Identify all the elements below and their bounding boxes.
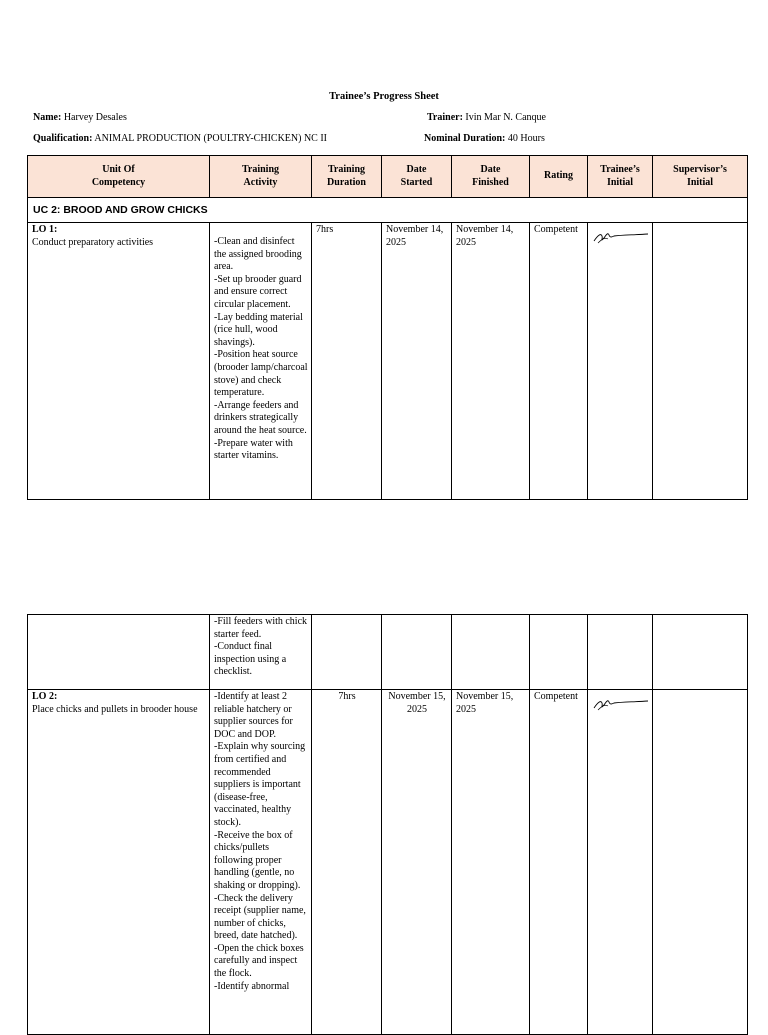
lo1-text: Conduct preparatory activities	[32, 236, 154, 248]
nominal-duration-line	[424, 133, 545, 146]
lo1-cont-date-finished	[452, 615, 530, 690]
lo2-date-started: November 15, 2025	[382, 690, 452, 1035]
col-header-date-started: Date Started	[382, 156, 452, 198]
lo1-cont-supervisor-initial	[653, 615, 748, 690]
unit-title: UC 2: BROOD AND GROW CHICKS	[28, 198, 748, 223]
lo1-date-finished: November 14, 2025	[452, 223, 530, 500]
trainer-value: Ivin Mar N. Canque	[465, 112, 546, 123]
lo1-title: LO 1:	[32, 224, 58, 235]
progress-table-page-2	[27, 614, 748, 1035]
unit-row	[28, 198, 748, 223]
lo2-trainee-initial	[588, 690, 653, 1035]
lo2-duration: 7hrs	[312, 690, 382, 1035]
col-header-activity: Training Activity	[210, 156, 312, 198]
lo1-cell	[28, 223, 210, 500]
lo1-activities-continued: -Fill feeders with chick starter feed. -Conduct final inspection using a checklist.	[210, 615, 312, 690]
col-header-date-finished: Date Finished	[452, 156, 530, 198]
lo2-cell	[28, 690, 210, 1035]
name-label: Name:	[33, 112, 62, 123]
duration-value: 40 Hours	[507, 133, 545, 144]
qualification-value: ANIMAL PRODUCTION (POULTRY-CHICKEN) NC II	[94, 133, 327, 144]
name-value: Harvey Desales	[63, 112, 127, 123]
trainer-line	[427, 112, 546, 125]
lo1-duration: 7hrs	[312, 223, 382, 500]
lo2-activities: -Identify at least 2 reliable hatchery or supplier sources for DOC and DOP. -Explain why sourcing from certified and recommended suppliers is important (disease-free, vaccinated, healthy stock). -Receive the box of chicks/pullets following proper handling (gentle, no shaking or dropping). -Check the delivery receipt (supplier name, number of chicks, breed, date hatched). -Open the chick boxes carefully and inspect the flock. -Identify abnormal	[210, 690, 312, 1035]
lo1-trainee-initial	[588, 223, 653, 500]
signature-icon	[592, 694, 650, 714]
progress-table-page-1	[27, 155, 748, 500]
lo1-cont-date-started	[382, 615, 452, 690]
lo2-rating: Competent	[530, 690, 588, 1035]
lo1-cont-duration	[312, 615, 382, 690]
qualification-line	[33, 133, 327, 146]
lo2-text: Place chicks and pullets in brooder house	[32, 703, 198, 715]
lo1-date-started: November 14, 2025	[382, 223, 452, 500]
lo2-supervisor-initial	[653, 690, 748, 1035]
lo1-rating: Competent	[530, 223, 588, 500]
col-header-trainee-initial: Trainee’s Initial	[588, 156, 653, 198]
col-header-unit: Unit Of Competency	[28, 156, 210, 198]
lo2-date-finished: November 15, 2025	[452, 690, 530, 1035]
table-row-lo1	[28, 223, 748, 500]
col-header-supervisor-initial: Supervisor’s Initial	[653, 156, 748, 198]
lo2-title: LO 2:	[32, 691, 58, 702]
lo1-cont-trainee-initial	[588, 615, 653, 690]
lo1-cont-rating	[530, 615, 588, 690]
lo1-activities: -Clean and disinfect the assigned brooding area. -Set up brooder guard and ensure correct circular placement. -Lay bedding material (rice hull, wood shavings). -Position heat source (brooder lamp/charcoal stove) and check temperature. -Arrange feeders and drinkers strategically around the heat source. -Prepare water with starter vitamins.	[210, 223, 312, 500]
table-header-row	[28, 156, 748, 198]
col-header-rating: Rating	[530, 156, 588, 198]
lo1-supervisor-initial	[653, 223, 748, 500]
table-row-lo2	[28, 690, 748, 1035]
table-row-lo1-continued	[28, 615, 748, 690]
trainer-label: Trainer:	[427, 112, 463, 123]
duration-label: Nominal Duration:	[424, 133, 506, 144]
lo1-cont-cell	[28, 615, 210, 690]
signature-icon	[592, 227, 650, 247]
trainee-name-line	[33, 112, 127, 125]
document-title: Trainee’s Progress Sheet	[329, 91, 439, 102]
col-header-duration: Training Duration	[312, 156, 382, 198]
qualification-label: Qualification:	[33, 133, 93, 144]
